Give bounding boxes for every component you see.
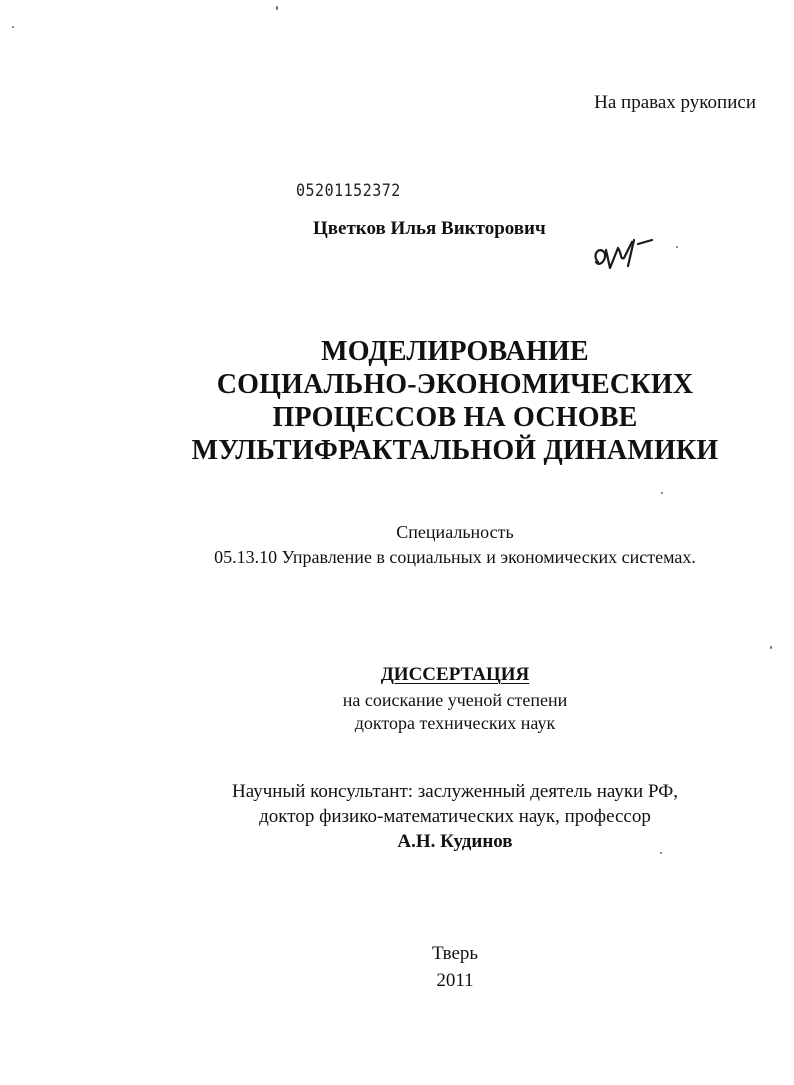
title-line-4: МУЛЬТИФРАКТАЛЬНОЙ ДИНАМИКИ xyxy=(191,435,719,466)
consultant-title: Научный консультант: заслуженный деятель науки РФ, xyxy=(232,781,678,802)
scan-speck xyxy=(12,26,14,28)
year: 2011 xyxy=(436,970,474,991)
author-name: Цветков Илья Викторович xyxy=(313,218,546,239)
scan-speck xyxy=(676,246,678,248)
degree-purpose: на соискание ученой степени xyxy=(342,690,568,710)
dissertation-type: ДИССЕРТАЦИЯ xyxy=(380,664,530,685)
scan-speck xyxy=(660,852,662,854)
city: Тверь xyxy=(431,943,479,964)
scan-speck xyxy=(770,646,772,649)
title-line-2: СОЦИАЛЬНО-ЭКОНОМИЧЕСКИХ xyxy=(216,369,694,400)
rights-note: На правах рукописи xyxy=(594,92,756,113)
handwritten-signature xyxy=(588,232,668,280)
dissertation-title xyxy=(0,335,794,467)
scan-speck xyxy=(276,6,278,10)
scan-speck xyxy=(661,492,663,494)
specialty-code: 05.13.10 Управление в социальных и экономических системах. xyxy=(214,547,696,567)
registration-number: 05201152372 xyxy=(296,180,401,201)
consultant-degree: доктор физико-математических наук, профессор xyxy=(259,806,651,827)
degree-name: доктора технических наук xyxy=(354,713,556,733)
title-line-1: МОДЕЛИРОВАНИЕ xyxy=(321,336,589,367)
specialty-label: Специальность xyxy=(396,522,514,542)
consultant-name: А.Н. Кудинов xyxy=(397,831,513,852)
title-line-3: ПРОЦЕССОВ НА ОСНОВЕ xyxy=(272,402,638,433)
